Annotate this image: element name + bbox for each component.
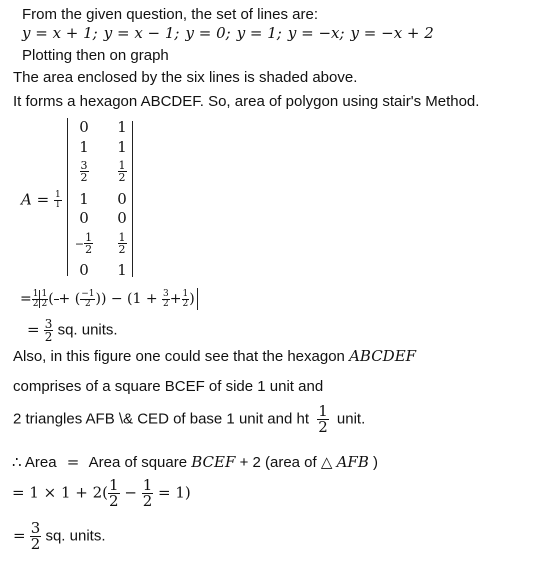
result2-eq: = xyxy=(13,526,26,545)
matrix-cell-r2-c2: 1 xyxy=(117,138,127,156)
line-calc-f2-den: 2 xyxy=(142,492,153,510)
result2-frac xyxy=(30,521,42,552)
line-calc-minus: − xyxy=(124,483,137,502)
matrix-fraction: $\frac{1}{2}$ xyxy=(118,231,126,256)
result2-unit: sq. units. xyxy=(45,527,106,545)
also-text-3-end: unit. xyxy=(336,410,366,428)
height-frac-num: 1 xyxy=(318,402,328,420)
matrix-fraction: $\frac{1}{2}$ xyxy=(118,159,126,184)
also-line-1 xyxy=(13,349,416,364)
triangle-symbol: △ xyxy=(320,453,333,471)
lhs-fraction xyxy=(54,191,62,210)
calc-frac-b-den: 2 xyxy=(84,298,91,309)
calc-frac-c-num: 3 xyxy=(163,288,169,299)
calc-frac-c xyxy=(162,290,170,309)
calc-plus: + ( xyxy=(58,291,81,307)
area-lhs xyxy=(21,191,62,210)
square-name: BCEF xyxy=(191,453,236,471)
hexagon-method-line: It forms a hexagon ABCDEF. So, area of polygon using stair's Method. xyxy=(13,93,480,110)
calc-half xyxy=(32,290,40,309)
matrix-cell-r4-c1: 1 xyxy=(79,190,89,208)
also-text-1: Also, in this figure one could see that the hexagon xyxy=(13,348,345,365)
hexagon-name: ABCDEF xyxy=(349,347,417,365)
height-frac-den: 2 xyxy=(318,418,328,436)
matrix-cell-r4-c2: 0 xyxy=(117,190,127,208)
calc-frac-b-num: −1 xyxy=(81,288,95,299)
matrix-cell-r1-c2: 1 xyxy=(117,118,127,136)
result-line-1 xyxy=(27,318,118,343)
lhs-frac-num: 1 xyxy=(54,190,61,200)
matrix-cell-r6-c1: − $\frac{1}{2}$ xyxy=(74,231,93,256)
triangle-name: AFB xyxy=(336,453,369,471)
matrix-fraction: $\frac{3}{2}$ xyxy=(80,159,88,184)
calc-eq: = xyxy=(20,291,32,307)
matrix-cell-r1-c1: 0 xyxy=(79,118,89,136)
calc-frac-a-den: 2 xyxy=(41,298,48,309)
line-calc-pre: = 1 × 1 + 2( xyxy=(12,483,109,502)
calc-half-den: 2 xyxy=(32,298,39,309)
equation-5: y = −x; xyxy=(287,24,345,42)
matrix-cell-r6-c2 xyxy=(112,232,132,255)
therefore-symbol: ∴ xyxy=(12,454,22,471)
calc-half-num: 1 xyxy=(32,288,39,299)
matrix-right-bar xyxy=(132,121,133,277)
calc-bar-end xyxy=(197,288,198,310)
area-enclosed-line: The area enclosed by the six lines is shaded above. xyxy=(13,69,358,86)
calc-plus2: + xyxy=(169,291,182,307)
calc-mid: )) − (1 + xyxy=(95,291,158,307)
equation-3: y = 0; xyxy=(185,24,231,42)
matrix-cell-r3-c1 xyxy=(74,160,94,183)
matrix-cell-r2-c1: 1 xyxy=(79,138,89,156)
result1-frac xyxy=(44,318,54,343)
line-calc-end: = 1) xyxy=(158,483,191,502)
result-line-2 xyxy=(13,521,106,552)
matrix-fraction: $\frac{1}{2}$ xyxy=(85,231,93,256)
area-calc-line xyxy=(12,478,191,509)
calc-frac-b xyxy=(80,290,95,309)
area-square-text: Area of square xyxy=(88,454,188,471)
intro-line: From the given question, the set of lines are: xyxy=(22,6,318,23)
calc-frac-d-num: 1 xyxy=(182,288,189,299)
also-line-2: comprises of a square BCEF of side 1 unit and xyxy=(13,378,324,395)
equation-4: y = 1; xyxy=(236,24,282,42)
calc-frac-a xyxy=(40,290,48,309)
area-word: Area xyxy=(24,454,57,471)
matrix-left-bar xyxy=(67,118,68,276)
equation-1: y = x + 1; xyxy=(22,24,98,42)
also-text-3: 2 triangles AFB \& CED of base 1 unit and ht xyxy=(13,410,310,428)
calc-frac-a-num: 1 xyxy=(41,288,48,299)
area-eq: = xyxy=(66,453,80,471)
matrix-cell-r3-c2 xyxy=(112,160,132,183)
line-calc-f2-num: 1 xyxy=(142,476,153,494)
area-close: ) xyxy=(373,454,379,471)
calc-frac-d-den: 2 xyxy=(182,298,189,309)
calc-close: ) xyxy=(189,291,195,307)
matrix-cell-r5-c1: 0 xyxy=(79,209,89,227)
result2-den: 2 xyxy=(30,535,41,553)
also-line-3 xyxy=(13,404,365,435)
line-calc-frac1 xyxy=(108,478,120,509)
calc-frac-c-den: 2 xyxy=(163,298,169,309)
result2-num: 3 xyxy=(30,519,41,537)
result1-den: 2 xyxy=(44,330,53,344)
lhs-frac-den: l xyxy=(56,200,60,210)
plotting-line: Plotting then on graph xyxy=(22,47,169,64)
line-calc-f1-den: 2 xyxy=(109,492,119,510)
stair-calc-line: = $\frac{1}{2}$ $\frac{1}{2}$ ( + ( $\frac{-1}{2}$ )) − (1 + $\frac{3}{2}$ + $\frac{1}{2}$ ) xyxy=(20,288,198,310)
result1-eq: = xyxy=(27,320,40,339)
equation-2: y = x − 1; xyxy=(103,24,180,42)
matrix-cell-r5-c2: 0 xyxy=(117,209,127,227)
area-triangle-text: + 2 (area of xyxy=(239,454,317,471)
area-lhs-label: A = xyxy=(21,190,50,209)
equation-6: y = −x + 2 xyxy=(350,24,434,42)
line-calc-frac2 xyxy=(142,478,154,509)
matrix-cell-r7-c1: 0 xyxy=(79,261,89,279)
area-statement xyxy=(12,455,378,470)
line-equations xyxy=(22,26,440,41)
result1-num: 3 xyxy=(44,317,53,331)
line-calc-f1-num: 1 xyxy=(109,476,119,494)
matrix-cell-r7-c2: 1 xyxy=(117,261,127,279)
height-fraction xyxy=(317,404,329,435)
result1-unit: sq. units. xyxy=(57,321,118,339)
